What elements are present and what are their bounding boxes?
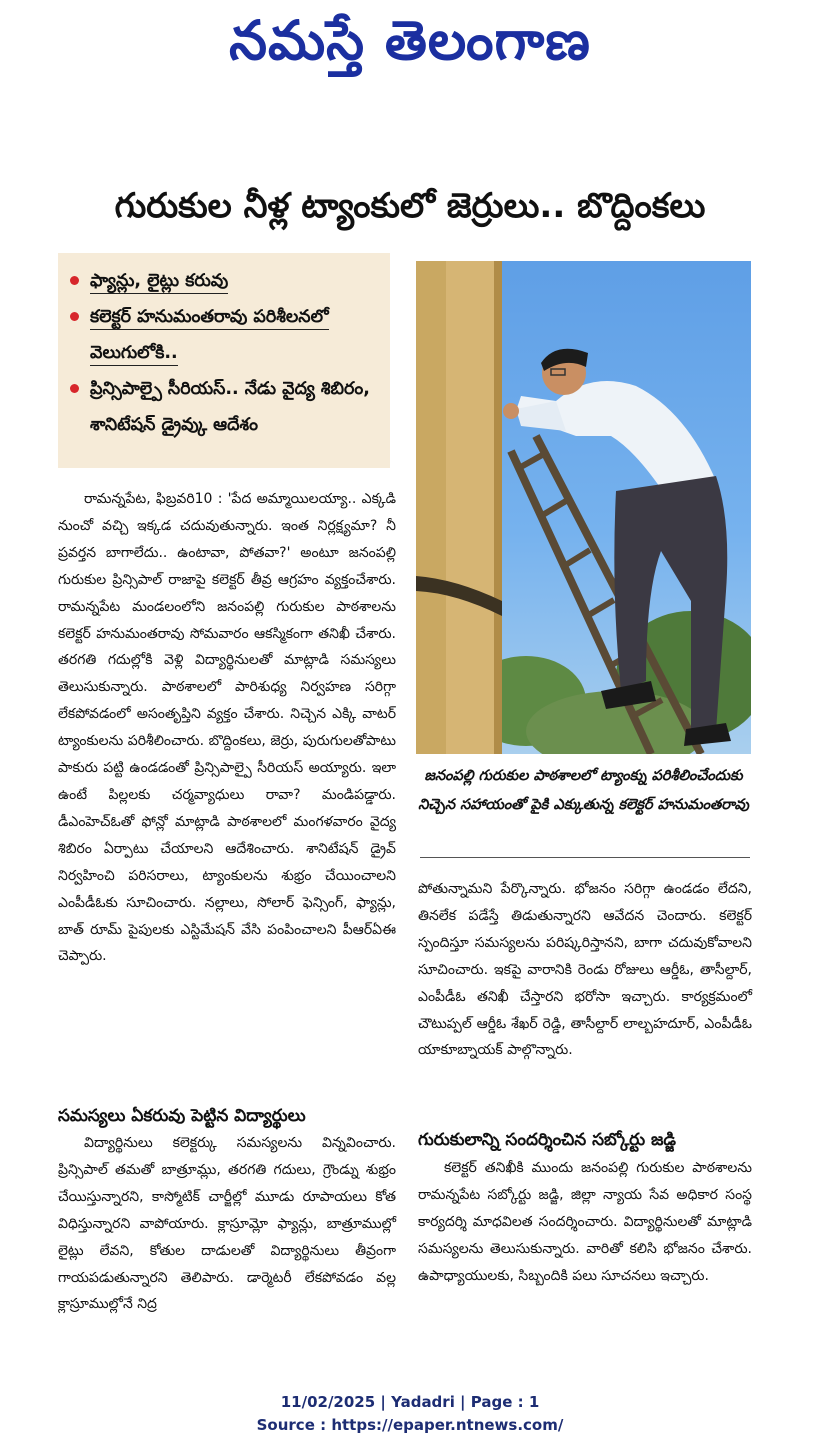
article-column-right [418,876,752,1064]
footer-date-edition: 11/02/2025 | Yadadri | Page : 1 [280,1393,540,1411]
article-column-right-2 [418,1155,752,1290]
article-paragraph: పోతున్నామని పేర్కొన్నారు. భోజనం సరిగ్గా ఉండడం లేదని, తినలేక పడేస్తే తిడుతున్నారని ఆవేదన చెందారు. కలెక్టర్ స్పందిస్తూ సమస్యలను పరిష్కరిస్తానని, బాగా చదువుకోవాలని సూచించారు. ఇకపై వారానికి రెండు రోజులు ఆర్డీఓ, తాసీల్దార్, ఎంపీడీఓ తనిఖీ చేస్తారని భరోసా ఇచ్చారు. కార్యక్రమంలో చౌటుప్పల్ ఆర్డీఓ శేఖర్ రెడ్డి, తాసీల్దార్ లాల్బహదూర్, ఎంపీడీఓ యాకూబ్నాయక్ పాల్గొన్నారు. [418,881,752,1059]
article-subheading: సమస్యలు ఏకరువు పెట్టిన విద్యార్థులు [58,1106,306,1126]
article-paragraph: కలెక్టర్ తనిఖీకి ముందు జనంపల్లి గురుకుల పాఠశాలను రామన్నపేట సబ్కోర్టు జడ్జి, జిల్లా న్యాయ సేవ అధికార సంస్థ కార్యదర్శి మాధవిలత సందర్శించారు. విద్యార్థినులతో మాట్లాడి సమస్యలను తెలుసుకున్నారు. వారితో కలిసి భోజనం చేశారు. ఉపాధ్యాయులకు, సిబ్బందికి పలు సూచనలు ఇచ్చారు. [418,1160,752,1284]
photo-caption: జనంపల్లి గురుకుల పాఠశాలలో ట్యాంక్ను పరిశీలించేందుకు నిచ్చెన సహాయంతో పైకి ఎక్కుతున్న కలెక్టర్ హనుమంతరావు [418,768,749,813]
article-paragraph: విద్యార్థినులు కలెక్టర్కు సమస్యలను విన్నవించారు. ప్రిన్సిపాల్ తమతో బాత్రూమ్లు, తరగతి గదులు, గ్రౌండ్ను శుభ్రం చేయిస్తున్నారని, కాస్మోటిక్ చార్జీల్లో మూడు రూపాయలు కోత విధిస్తున్నారని వాపోయారు. క్లాస్రూమ్లో ఫ్యాన్లు, బాత్రూముల్లో లైట్లు లేవని, కోతుల దాడులతో విద్యార్థినులు తీవ్రంగా గాయపడుతున్నారని తెలిపారు. డార్మెటరీ లేకపోవడం వల్ల క్లాస్రూముల్లోనే నిద్ర [58,1135,396,1313]
bullet-icon [70,276,79,285]
highlights-box [58,253,390,468]
article-column-left [58,486,396,970]
highlight-item [70,371,378,443]
article-subheading: గురుకులాన్ని సందర్శించిన సబ్కోర్టు జడ్జి [418,1130,676,1150]
bullet-icon [70,312,79,321]
collector-climbing-ladder-image [416,261,751,754]
highlight-item [70,299,378,371]
article-column-left-2 [58,1130,396,1318]
highlight-text: ఫ్యాన్లు, లైట్లు కరువు [90,271,228,294]
bullet-icon [70,384,79,393]
newspaper-masthead: నమస్తే తెలంగాణ [229,9,591,72]
highlight-item [70,263,378,299]
news-photo [416,261,751,754]
footer-source-link[interactable]: Source : https://epaper.ntnews.com/ [256,1416,564,1434]
article-headline: గురుకుల నీళ్ల ట్యాంకులో జెర్రులు.. బొద్దింకలు [114,186,706,226]
highlight-text: ప్రిన్సిపాల్పై సీరియస్.. నేడు వైద్య శిబిరం, శానిటేషన్ డ్రైవ్కు ఆదేశం [90,379,370,435]
caption-divider [420,857,750,858]
highlight-text: కలెక్టర్ హనుమంతరావు పరిశీలనలో వెలుగులోకి.. [90,307,329,366]
article-paragraph: రామన్నపేట, ఫిబ్రవరి10 : 'పేద అమ్మాయిలయ్యా.. ఎక్కడి నుంచో వచ్చి ఇక్కడ చదువుతున్నారు. ఇంత నిర్లక్ష్యమా? నీ ప్రవర్తన బాగాలేదు.. ఉంటావా, పోతవా?' అంటూ జనంపల్లి గురుకుల ప్రిన్సిపాల్ రాజాపై కలెక్టర్ తీవ్ర ఆగ్రహం వ్యక్తంచేశారు. రామన్నపేట మండలంలోని జనంపల్లి గురుకుల పాఠశాలను కలెక్టర్ హనుమంతరావు సోమవారం ఆకస్మికంగా తనిఖీ చేశారు. తరగతి గదుల్లోకి వెళ్లి విద్యార్థినులతో మాట్లాడి సమస్యలు తెలుసుకున్నారు. పాఠశాలలో పారిశుధ్య నిర్వహణ సరిగ్గా లేకపోవడంలో అసంతృప్తిని వ్యక్తం చేశారు. నిచ్చెన ఎక్కి వాటర్ ట్యాంకులను పరిశీలించారు. బొద్దింకలు, జెర్రు, పురుగులతోపాటు పాకురు పట్టి ఉండడంతో ప్రిన్సిపాల్పై సీరియస్ అయ్యారు. ఇలా ఉంటే పిల్లలకు చర్మవ్యాధులు రావా? మండిపడ్డారు. డీఎంహెచ్ఓతో ఫోన్లో మాట్లాడి పాఠశాలలో మంగళవారం వైద్య శిబిరం ఏర్పాటు చేయాలని ఆదేశించారు. శానిటేషన్ డ్రైవ్ నిర్వహించి పరిసరాలు, ట్యాంకులను శుభ్రం చేయించాలని ఎంపీడీఓకు సూచించారు. నల్లాలు, సోలార్ ఫెన్సింగ్, ఫ్యాన్లు, బాత్ రూమ్ పైపులకు ఎస్టిమేషన్ వేసి పంపించాలని పీఆర్ఏఈ చెప్పారు. [58,491,396,965]
